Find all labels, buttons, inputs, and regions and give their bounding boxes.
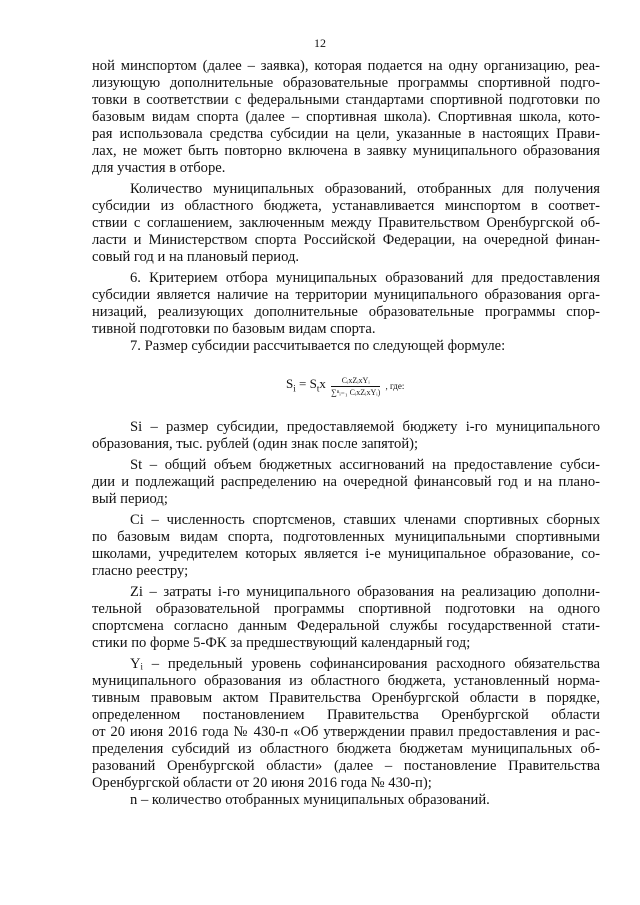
text-line: муниципального образования из областного бюджета, установленный норма-	[92, 673, 600, 689]
formula-lhs: S	[286, 376, 294, 391]
text-line: Оренбургской области от 20 июня 2016 года № 430-п);	[92, 775, 432, 791]
paragraph-quantity	[92, 181, 600, 266]
text-line: от 20 июня 2016 года № 430-п «Об утверждении правил предоставления и рас-	[92, 724, 600, 740]
text-line: вый период;	[92, 491, 168, 507]
text-line: лах, не может быть повторно включена в заявку муниципального образования	[92, 143, 600, 159]
text-line: дии и подлежащий распределению на очередной финансовый год и на плано-	[92, 474, 600, 490]
definition-n	[92, 792, 600, 809]
text-line: тельной образовательной программы спортивной подготовки на одного	[92, 601, 600, 617]
definition-ci	[92, 512, 600, 580]
text-line: школами, учредителем которых является i-е муниципальное образование, со-	[92, 546, 600, 562]
text-line: образования, тыс. рублей (один знак после запятой);	[92, 436, 419, 452]
text-line: пределения субсидий из областного бюджета бюджетам муниципальных об-	[92, 741, 600, 757]
definition-zi	[92, 584, 600, 652]
text-line: товки в соответствии с федеральными стандартами спортивной подготовки по	[92, 92, 600, 108]
text-line: разований Оренбургской области» (далее – постановление Правительства	[92, 758, 600, 774]
definition-st	[92, 457, 600, 508]
text-line: St – общий объем бюджетных ассигнований на предоставление субси-	[130, 457, 600, 473]
text-line: по базовым видам спорта, подготовленных муниципальными спортивными	[92, 529, 600, 545]
document-body	[92, 58, 600, 809]
text-line: тивным правовым актом Правительства Оренбургской области в порядке,	[92, 690, 600, 706]
text-line: Ci – численность спортсменов, ставших членами спортивных сборных	[130, 512, 600, 528]
text-line: Zi – затраты i-го муниципального образования на реализацию дополни-	[130, 584, 600, 600]
text-line: рая использовала средства субсидии на цели, указанные в настоящих Прави-	[92, 126, 600, 142]
paragraph-7	[92, 338, 600, 355]
text-line: для участия в отборе.	[92, 160, 226, 176]
text-line: ласти и Министерством спорта Российской Федерации, на очередной финан-	[92, 232, 600, 248]
paragraph-top	[92, 58, 600, 177]
text-line: лизующую дополнительные образовательные программы спортивной подго-	[92, 75, 600, 91]
formula-denominator: ∑ⁿᵢ₌₁ CᵢxZᵢxYᵢ)	[331, 387, 381, 397]
text-line: базовым видам спорта (далее – спортивная школа). Спортивная школа, кото-	[92, 109, 600, 125]
text-line: субсидии является наличие на территории муниципального образования орга-	[92, 287, 600, 303]
text-line: ной минспортом (далее – заявка), которая подается на одну организацию, реа-	[92, 58, 600, 74]
text-line: 6. Критерием отбора муниципальных образований для предоставления	[130, 270, 600, 286]
paragraph-6	[92, 270, 600, 338]
text-line: субсидии из областного бюджета, устанавливается минспортом в соответ-	[92, 198, 600, 214]
text-line: низаций, реализующих дополнительные образовательные программы спор-	[92, 304, 600, 320]
text-line: спортсмена согласно данным Федеральной службы государственной стати-	[92, 618, 600, 634]
formula-eq: = S	[295, 376, 317, 391]
text-line: стики по форме 5-ФК за предшествующий календарный год;	[92, 635, 471, 651]
subsidy-formula	[92, 365, 600, 411]
text-line: ствии с соглашением, заключенным между Правительством Оренбургской об-	[92, 215, 600, 231]
definition-yi	[92, 656, 600, 792]
text-line: тивной подготовки по базовым видам спорта.	[92, 321, 376, 337]
definition-si	[92, 419, 600, 453]
text-line: Si – размер субсидии, предоставляемой бюджету i-го муниципального	[130, 419, 600, 435]
text-line: n – количество отобранных муниципальных образований.	[130, 792, 490, 808]
formula-numerator: CᵢxZᵢxYᵢ	[331, 376, 380, 387]
text-line: совый год и на плановый период.	[92, 249, 300, 265]
formula-lhs-sub: i	[293, 383, 296, 394]
formula-tail: , где:	[385, 380, 405, 391]
formula-fraction	[331, 376, 380, 397]
text-line: 7. Размер субсидии рассчитывается по следующей формуле:	[130, 338, 506, 354]
text-line: гласно реестру;	[92, 563, 189, 579]
formula-eq-sub: t	[316, 383, 320, 394]
text-line: определенном постановлением Правительства Оренбургской области	[92, 707, 600, 723]
text-line: Количество муниципальных образований, отобранных для получения	[130, 181, 600, 197]
text-line: Yᵢ – предельный уровень софинансирования расходного обязательства	[130, 656, 600, 672]
page-number: 12	[314, 36, 326, 50]
formula-times: x	[319, 376, 326, 391]
